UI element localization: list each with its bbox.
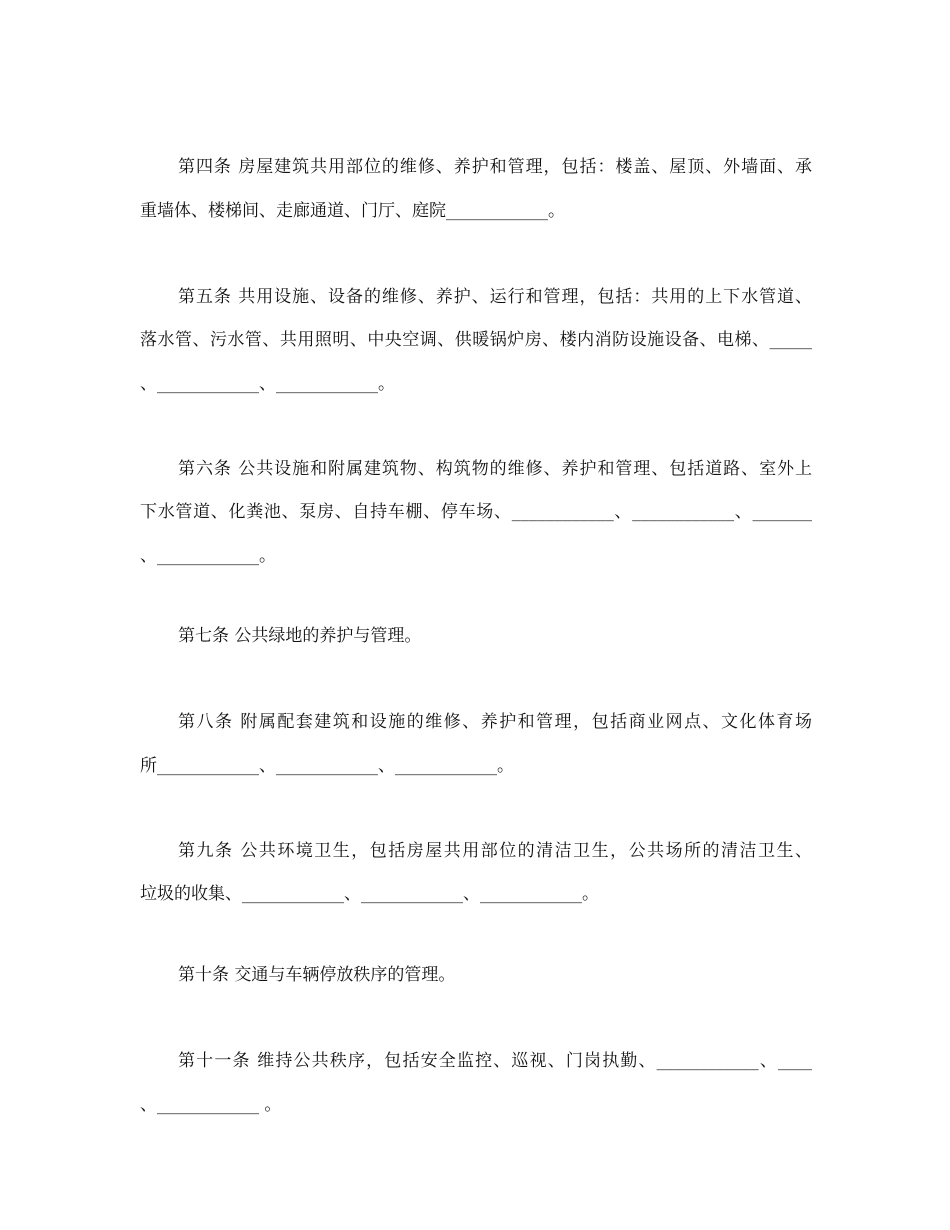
article-9-line-2: 垃圾的收集、____________、____________、____________。: [140, 884, 599, 904]
article-11-line-1: 第十一条 维持公共秩序，包括安全监控、巡视、门岗执勤、____________、____: [178, 1051, 812, 1071]
article-4-line-1: 第四条 房屋建筑共用部位的维修、养护和管理，包括：楼盖、屋顶、外墙面、承: [178, 157, 812, 177]
article-6-line-1: 第六条 公共设施和附属建筑物、构筑物的维修、养护和管理、包括道路、室外上: [178, 459, 812, 479]
article-5-line-2: 落水管、污水管、共用照明、中央空调、供暖锅炉房、楼内消防设施设备、电梯、_____: [140, 330, 812, 350]
article-4-line-2: 重墙体、楼梯间、走廊通道、门厅、庭院____________。: [140, 201, 565, 221]
article-6-line-3: 、____________。: [140, 546, 276, 566]
article-5-line-3: 、____________、____________。: [140, 374, 395, 394]
article-7-line-1: 第七条 公共绿地的养护与管理。: [178, 626, 422, 646]
article-9-line-1: 第九条 公共环境卫生，包括房屋共用部位的清洁卫生，公共场所的清洁卫生、: [178, 841, 812, 861]
article-8-line-2: 所____________、____________、____________。: [140, 756, 514, 776]
article-5-line-1: 第五条 共用设施、设备的维修、养护、运行和管理，包括：共用的上下水管道、: [178, 287, 812, 307]
article-10-line-1: 第十条 交通与车辆停放秩序的管理。: [178, 965, 456, 985]
article-11-line-2: 、____________ 。: [140, 1095, 282, 1115]
article-8-line-1: 第八条 附属配套建筑和设施的维修、养护和管理，包括商业网点、文化体育场: [178, 712, 812, 732]
article-6-line-2: 下水管道、化粪池、泵房、自持车棚、停车场、____________、____________、_______: [140, 502, 812, 522]
